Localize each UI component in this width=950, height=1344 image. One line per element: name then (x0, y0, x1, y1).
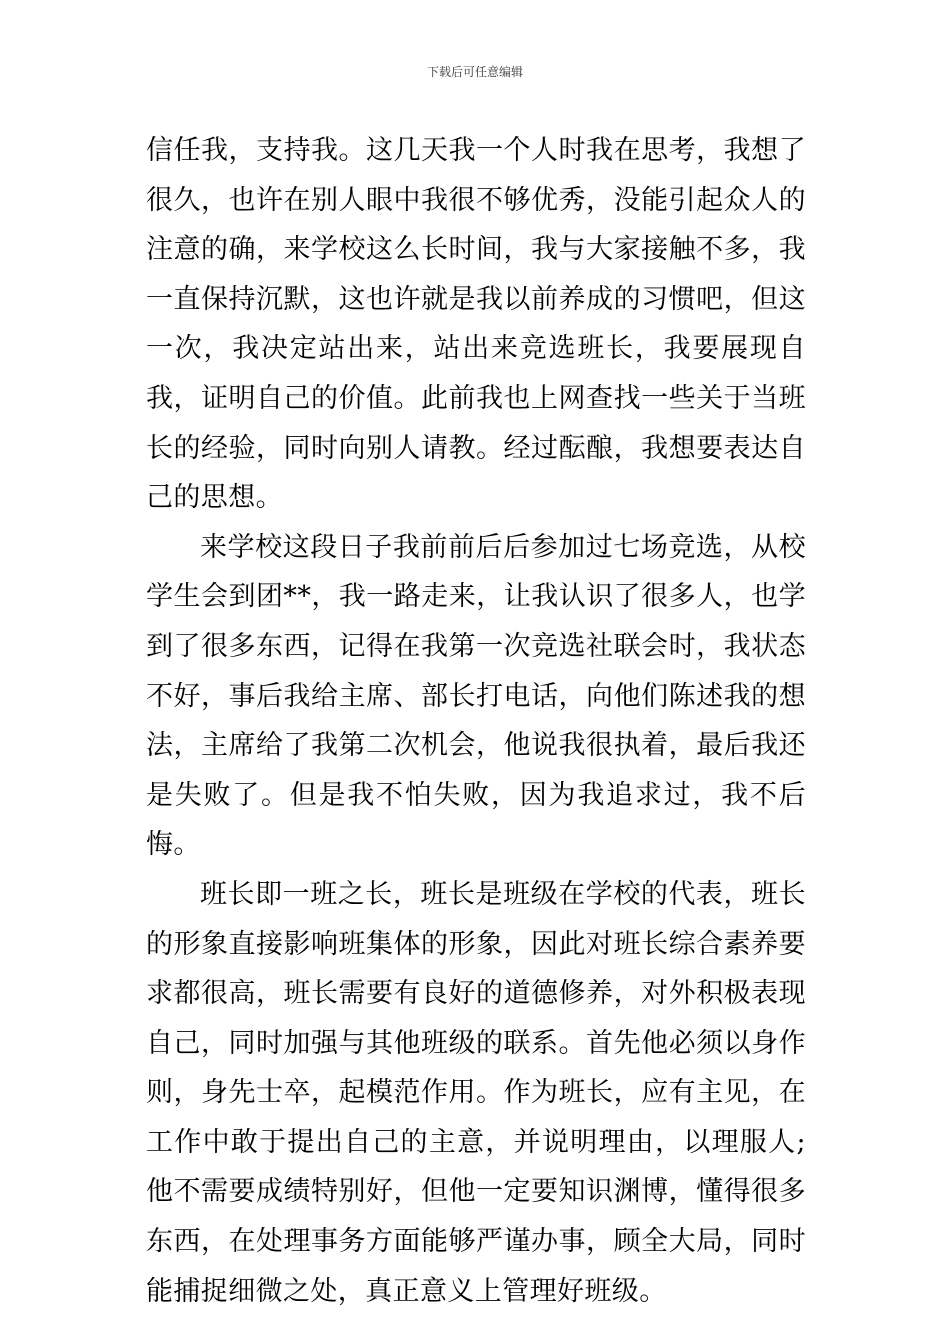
paragraph-1: 信任我，支持我。这几天我一个人时我在思考，我想了很久，也许在别人眼中我很不够优秀，没能引起众人的注意的确，来学校这么长时间，我与大家接触不多，我一直保持沉默，这也许就是我以前养成的习惯吧，但这一次，我决定站出来，站出来竞选班长，我要展现自我，证明自己的价值。此前我也上网查找一些关于当班长的经验，同时向别人请教。经过酝酿，我想要表达自己的思想。 (146, 135, 806, 514)
paragraph-2: 来学校这段日子我前前后后参加过七场竞选，从校学生会到团**，我一路走来，让我认识了很多人，也学到了很多东西，记得在我第一次竞选社联会时，我状态不好，事后我给主席、部长打电话，向他们陈述我的想法，主席给了我第二次机会，他说我很执着，最后我还是失败了。但是我不怕失败，因为我追求过，我不后悔。 (146, 531, 806, 861)
page-header-note: 下载后可任意编辑 (426, 65, 523, 79)
document-body (146, 126, 806, 1316)
paragraph-3: 班长即一班之长，班长是班级在学校的代表，班长的形象直接影响班集体的形象，因此对班长综合素养要求都很高，班长需要有良好的道德修养，对外积极表现自己，同时加强与其他班级的联系。首先他必须以身作则，身先士卒，起模范作用。作为班长，应有主见，在工作中敢于提出自己的主意，并说明理由，以理服人;他不需要成绩特别好，但他一定要知识渊博，懂得很多东西，在处理事务方面能够严谨办事，顾全大局，同时能捕捉细微之处，真正意义上管理好班级。 (146, 878, 806, 1307)
